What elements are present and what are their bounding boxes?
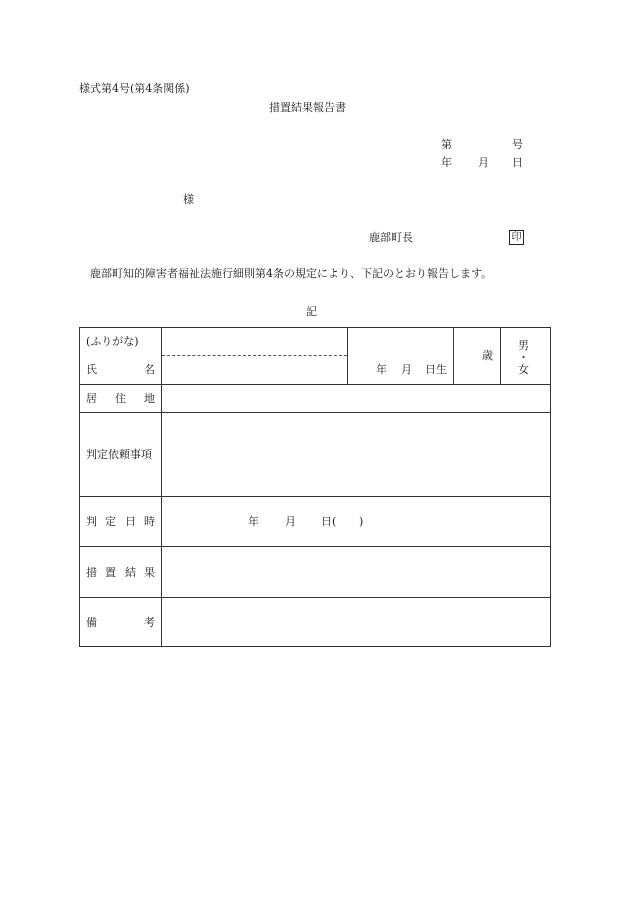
birth-divider [347,328,348,384]
seal-stamp: 印 [509,230,524,245]
issue-month: 月 [478,156,489,169]
row-line-2 [80,412,550,413]
birth-month: 月 [401,363,412,376]
name-label-1: 氏 [86,363,97,376]
remarks-char-1: 備 [86,616,97,629]
birth-year: 年 [376,363,387,376]
ki-heading: 記 [306,305,317,318]
remarks-char-2: 考 [144,616,155,629]
date-label-char-1: 判 [86,515,97,528]
request-label: 判定依頼事項 [86,448,152,461]
date-month: 月 [285,515,296,528]
gender-female: 女 [518,363,529,376]
age-unit: 歳 [482,349,493,362]
date-day: 日( [321,515,337,528]
date-label-char-3: 日 [125,515,136,528]
label-column-divider [161,328,162,646]
address-char-2: 住 [115,392,126,405]
document-title: 措置結果報告書 [269,101,346,114]
addressee-sama: 様 [183,193,194,206]
result-label-char-2: 置 [105,566,116,579]
issue-year: 年 [441,156,452,169]
issue-day: 日 [512,156,523,169]
age-divider [453,328,454,384]
birth-day: 日生 [425,363,447,376]
row-line-5 [80,597,550,598]
report-table [79,327,551,647]
form-reference: 様式第4号(第4条関係) [79,82,190,95]
issue-dai: 第 [441,138,452,151]
sender-title: 鹿部町長 [369,231,413,244]
gender-dot: ・ [518,351,529,364]
result-label-char-4: 果 [144,566,155,579]
date-close: ) [359,515,364,528]
row-line-1 [80,384,550,385]
result-label-char-3: 結 [125,566,136,579]
address-char-1: 居 [86,392,97,405]
row-line-4 [80,546,550,547]
gender-male: 男 [518,339,529,352]
address-char-3: 地 [144,392,155,405]
body-text: 鹿部町知的障害者福祉法施行細則第4条の規定により、下記のとおり報告します。 [90,267,493,280]
gender-divider [500,328,501,384]
furigana-label: (ふりがな) [86,335,139,348]
result-label-char-1: 措 [86,566,97,579]
date-label-char-2: 定 [105,515,116,528]
date-year: 年 [248,515,259,528]
row-line-3 [80,496,550,497]
furigana-separator [162,355,347,356]
issue-go: 号 [512,138,523,151]
date-label-char-4: 時 [144,515,155,528]
name-label-2: 名 [144,363,155,376]
